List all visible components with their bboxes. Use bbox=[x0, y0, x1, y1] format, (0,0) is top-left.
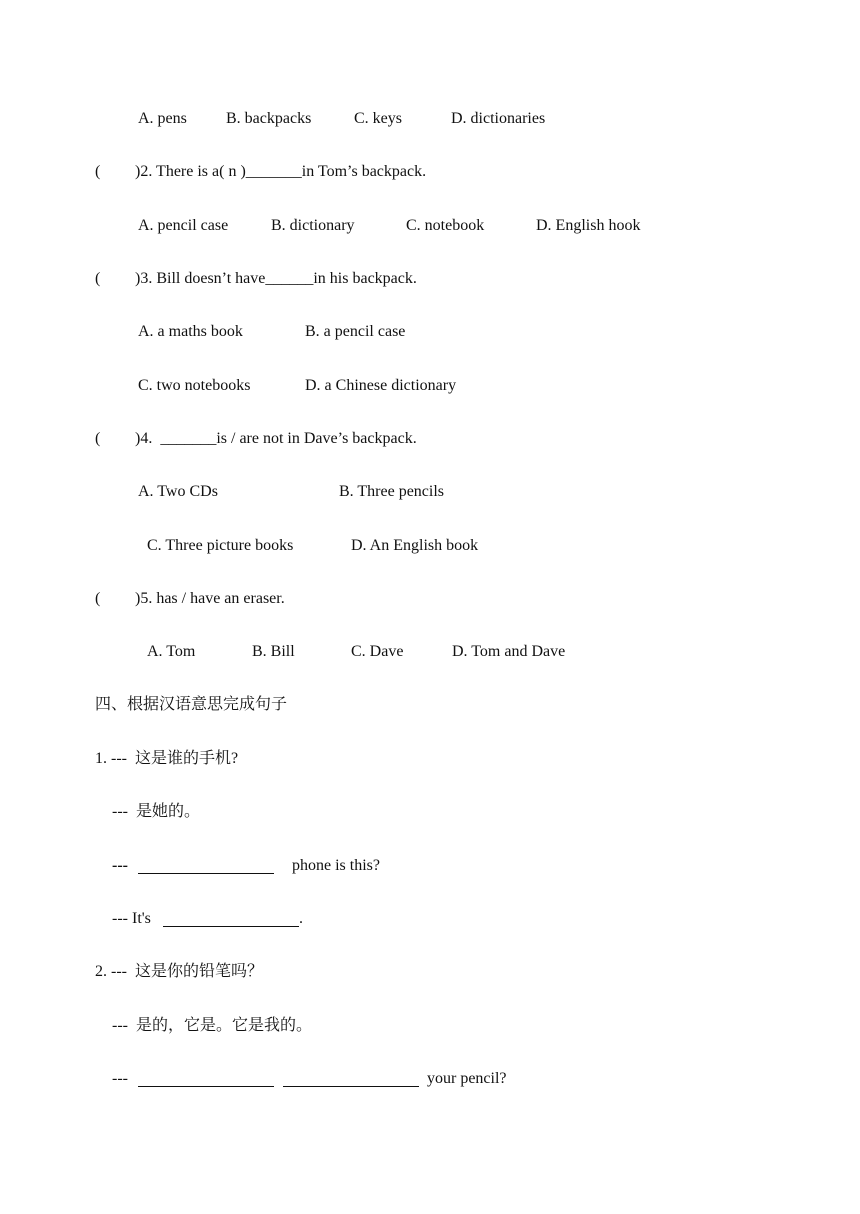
item2-chinese-answer: --- 是的，它是。它是我的。 bbox=[112, 1017, 312, 1034]
q1-option-c: C. keys bbox=[354, 110, 402, 127]
q1-option-b: B. backpacks bbox=[226, 110, 312, 127]
q4-option-a: A. Two CDs bbox=[138, 483, 218, 500]
item1-answer-blank[interactable] bbox=[163, 911, 299, 927]
item1-english-question-tail: phone is this? bbox=[292, 857, 380, 874]
q1-option-a: A. pens bbox=[138, 110, 187, 127]
q2-option-d: D. English hook bbox=[536, 217, 641, 234]
item2-chinese-question: 2. --- 这是你的铅笔吗？ bbox=[95, 963, 263, 980]
q4-stem: )4. _______is / are not in Dave’s backpack. bbox=[135, 430, 417, 447]
item1-dash: --- bbox=[112, 857, 128, 874]
section-heading: 四、根据汉语意思完成句子 bbox=[95, 696, 288, 713]
q2-stem: )2. There is a( n )_______in Tom’s backpack. bbox=[135, 163, 427, 180]
q5-option-d: D. Tom and Dave bbox=[452, 643, 566, 660]
q3-answer-paren: ( bbox=[95, 270, 101, 287]
item2-english-question-tail: your pencil? bbox=[427, 1070, 507, 1087]
item1-english-answer-head: --- It's bbox=[112, 910, 151, 927]
item2-dash: --- bbox=[112, 1070, 128, 1087]
item1-blank[interactable] bbox=[138, 858, 274, 874]
q4-answer-paren: ( bbox=[95, 430, 101, 447]
q5-option-c: C. Dave bbox=[351, 643, 404, 660]
q2-option-a: A. pencil case bbox=[138, 217, 229, 234]
item2-blank-2[interactable] bbox=[283, 1071, 419, 1087]
q5-option-b: B. Bill bbox=[252, 643, 295, 660]
item1-chinese-answer: --- 是她的。 bbox=[112, 803, 200, 820]
q2-option-b: B. dictionary bbox=[271, 217, 355, 234]
q3-option-b: B. a pencil case bbox=[305, 323, 406, 340]
item2-blank-1[interactable] bbox=[138, 1071, 274, 1087]
q3-stem: )3. Bill doesn’t have______in his backpack. bbox=[135, 270, 417, 287]
q5-option-a: A. Tom bbox=[147, 643, 196, 660]
q4-option-d: D. An English book bbox=[351, 537, 479, 554]
q3-option-d: D. a Chinese dictionary bbox=[305, 377, 457, 394]
q5-stem: )5. has / have an eraser. bbox=[135, 590, 285, 607]
q3-option-c: C. two notebooks bbox=[138, 377, 251, 394]
q3-option-a: A. a maths book bbox=[138, 323, 243, 340]
q5-answer-paren: ( bbox=[95, 590, 101, 607]
q2-option-c: C. notebook bbox=[406, 217, 485, 234]
q4-option-b: B. Three pencils bbox=[339, 483, 445, 500]
item1-chinese-question: 1. --- 这是谁的手机? bbox=[95, 750, 239, 767]
q2-answer-paren: ( bbox=[95, 163, 101, 180]
q1-option-d: D. dictionaries bbox=[451, 110, 546, 127]
q4-option-c: C. Three picture books bbox=[147, 537, 294, 554]
item1-english-answer-tail: . bbox=[299, 910, 303, 927]
